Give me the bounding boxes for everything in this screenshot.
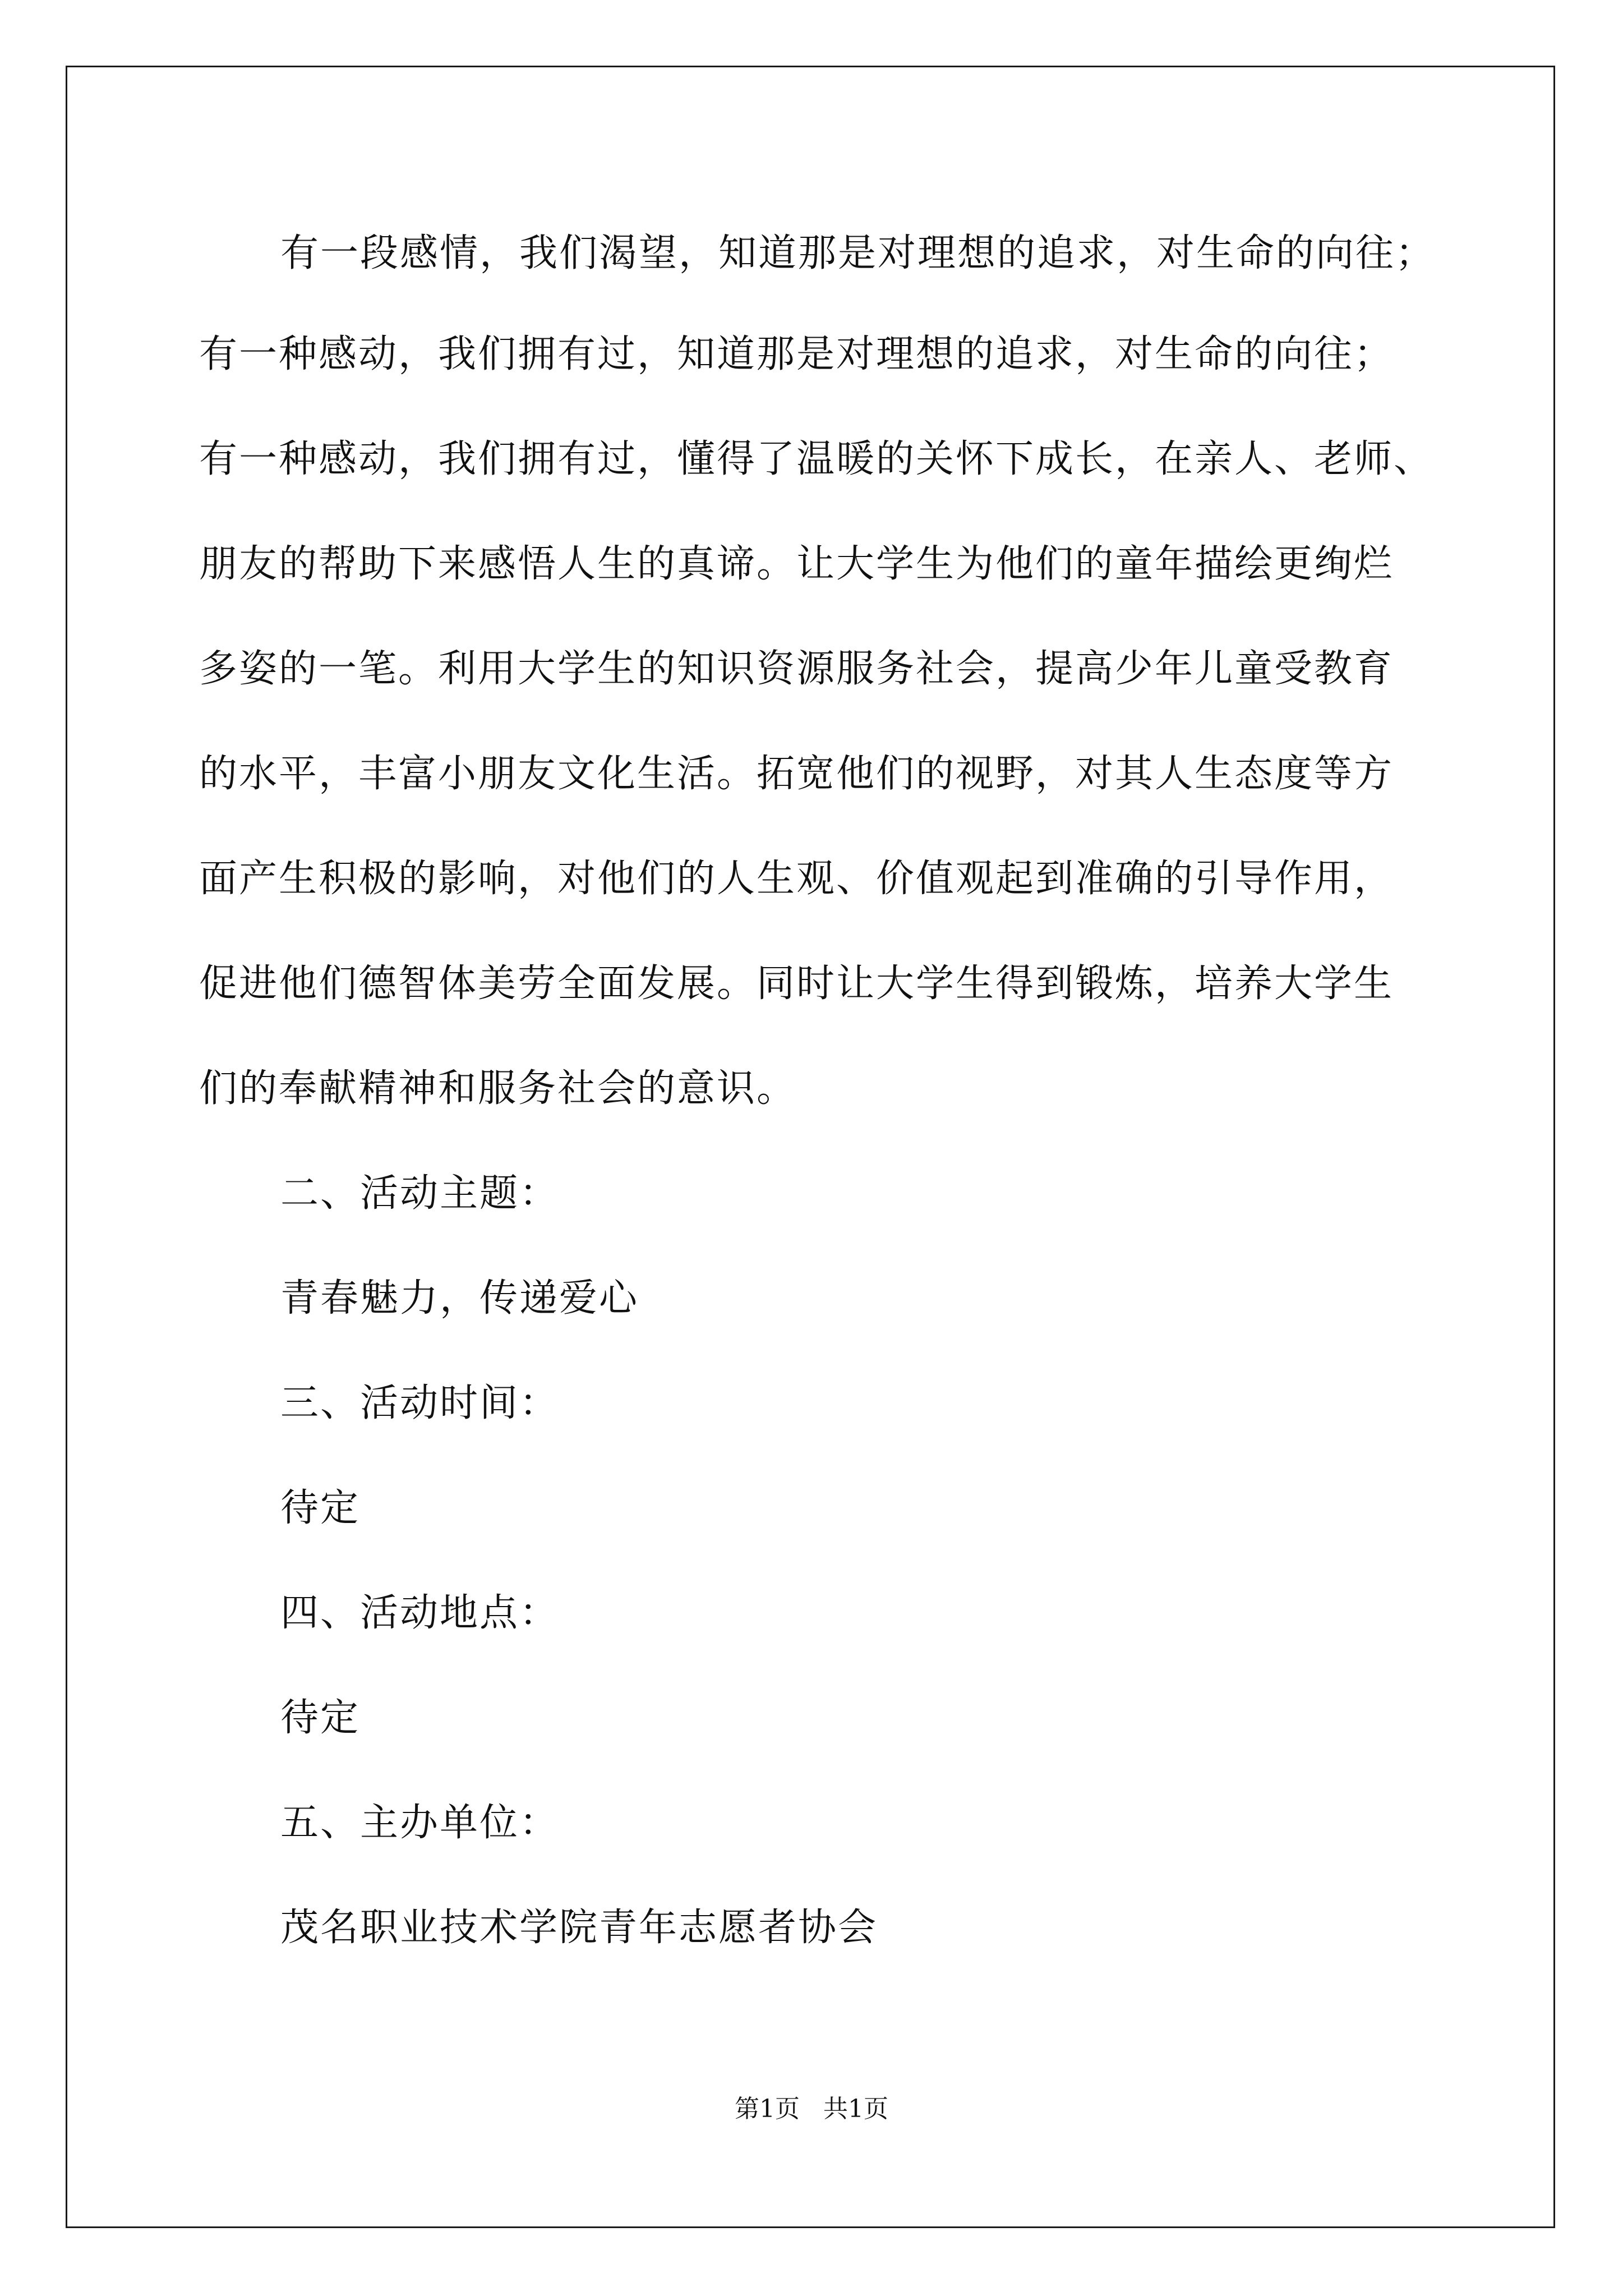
text-line: 待定 (280, 1486, 361, 1530)
section-heading: 四、活动地点： (280, 1591, 560, 1635)
text-line: 有一种感动，我们拥有过，懂得了温暖的关怀下成长，在亲人、老师、 (199, 437, 1434, 481)
section-heading: 三、活动时间： (280, 1381, 560, 1425)
section-heading: 五、主办单位： (280, 1801, 560, 1845)
section-heading: 二、活动主题： (280, 1171, 560, 1216)
text-line: 朋友的帮助下来感悟人生的真谛。让大学生为他们的童年描绘更绚烂 (199, 542, 1394, 586)
text-line: 的水平，丰富小朋友文化生活。拓宽他们的视野，对其人生态度等方 (199, 752, 1394, 796)
text-line: 有一种感动，我们拥有过，知道那是对理想的追求，对生命的向往； (199, 332, 1394, 376)
text-line: 促进他们德智体美劳全面发展。同时让大学生得到锻炼，培养大学生 (199, 961, 1394, 1006)
text-line: 有一段感情，我们渴望，知道那是对理想的追求，对生命的向往； (280, 231, 1436, 275)
text-line: 茂名职业技术学院青年志愿者协会 (280, 1906, 878, 1950)
text-line: 面产生积极的影响，对他们的人生观、价值观起到准确的引导作用， (199, 857, 1394, 901)
page-number: 第1页 共1页 (735, 2095, 888, 2123)
text-line: 们的奉献精神和服务社会的意识。 (199, 1066, 797, 1111)
text-line: 多姿的一笔。利用大学生的知识资源服务社会，提高少年儿童受教育 (199, 647, 1394, 691)
text-line: 待定 (280, 1696, 361, 1740)
page-border (66, 66, 1555, 2228)
text-line: 青春魅力，传递爱心 (280, 1276, 639, 1320)
